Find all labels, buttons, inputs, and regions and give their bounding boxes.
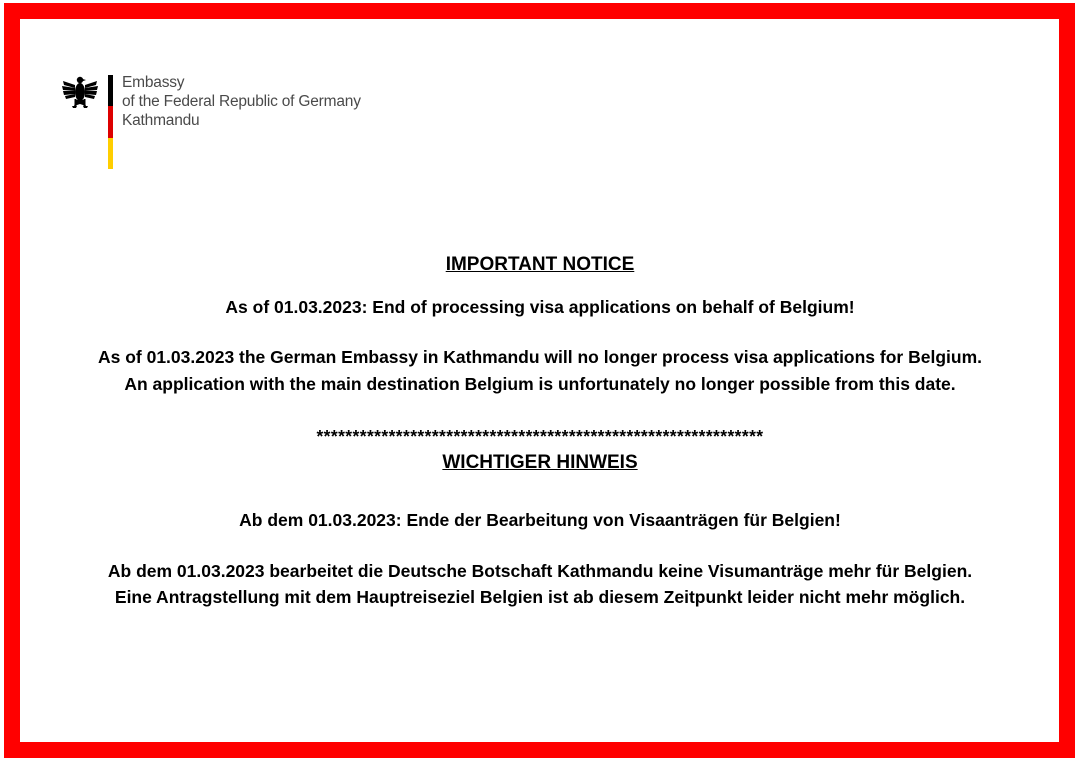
embassy-name-line-2: of the Federal Republic of Germany <box>122 93 361 110</box>
notice-subheading-en: As of 01.03.2023: End of processing visa applications on behalf of Belgium! <box>225 297 855 317</box>
notice-body-en-line-2: An application with the main destination Belgium is unfortunately no longer possible from this date. <box>124 374 956 394</box>
separator-line: ************************************************************** <box>316 426 764 446</box>
notice-heading-de: WICHTIGER HINWEIS <box>442 452 638 473</box>
federal-eagle-icon <box>60 72 100 112</box>
notice-body-de-line-2: Eine Antragstellung mit dem Hauptreiseziel Belgien ist ab diesem Zeitpunkt leider nicht mehr möglich. <box>114 587 966 607</box>
notice-body-en-line-1: As of 01.03.2023 the German Embassy in Kathmandu will no longer process visa applications for Belgium. <box>97 347 982 367</box>
notice-subheading-de: Ab dem 01.03.2023: Ende der Bearbeitung von Visaanträgen für Belgien! <box>239 510 841 530</box>
notice-heading-en: IMPORTANT NOTICE <box>445 254 635 275</box>
embassy-name-line-1: Embassy <box>122 74 185 91</box>
embassy-name <box>122 73 361 130</box>
notice-body-de-line-1: Ab dem 01.03.2023 bearbeitet die Deutsche Botschaft Kathmandu keine Visumanträge mehr für Belgien. <box>107 561 973 581</box>
german-flag-bar <box>108 75 113 169</box>
embassy-logo <box>60 72 380 172</box>
embassy-name-line-3: Kathmandu <box>122 112 200 129</box>
